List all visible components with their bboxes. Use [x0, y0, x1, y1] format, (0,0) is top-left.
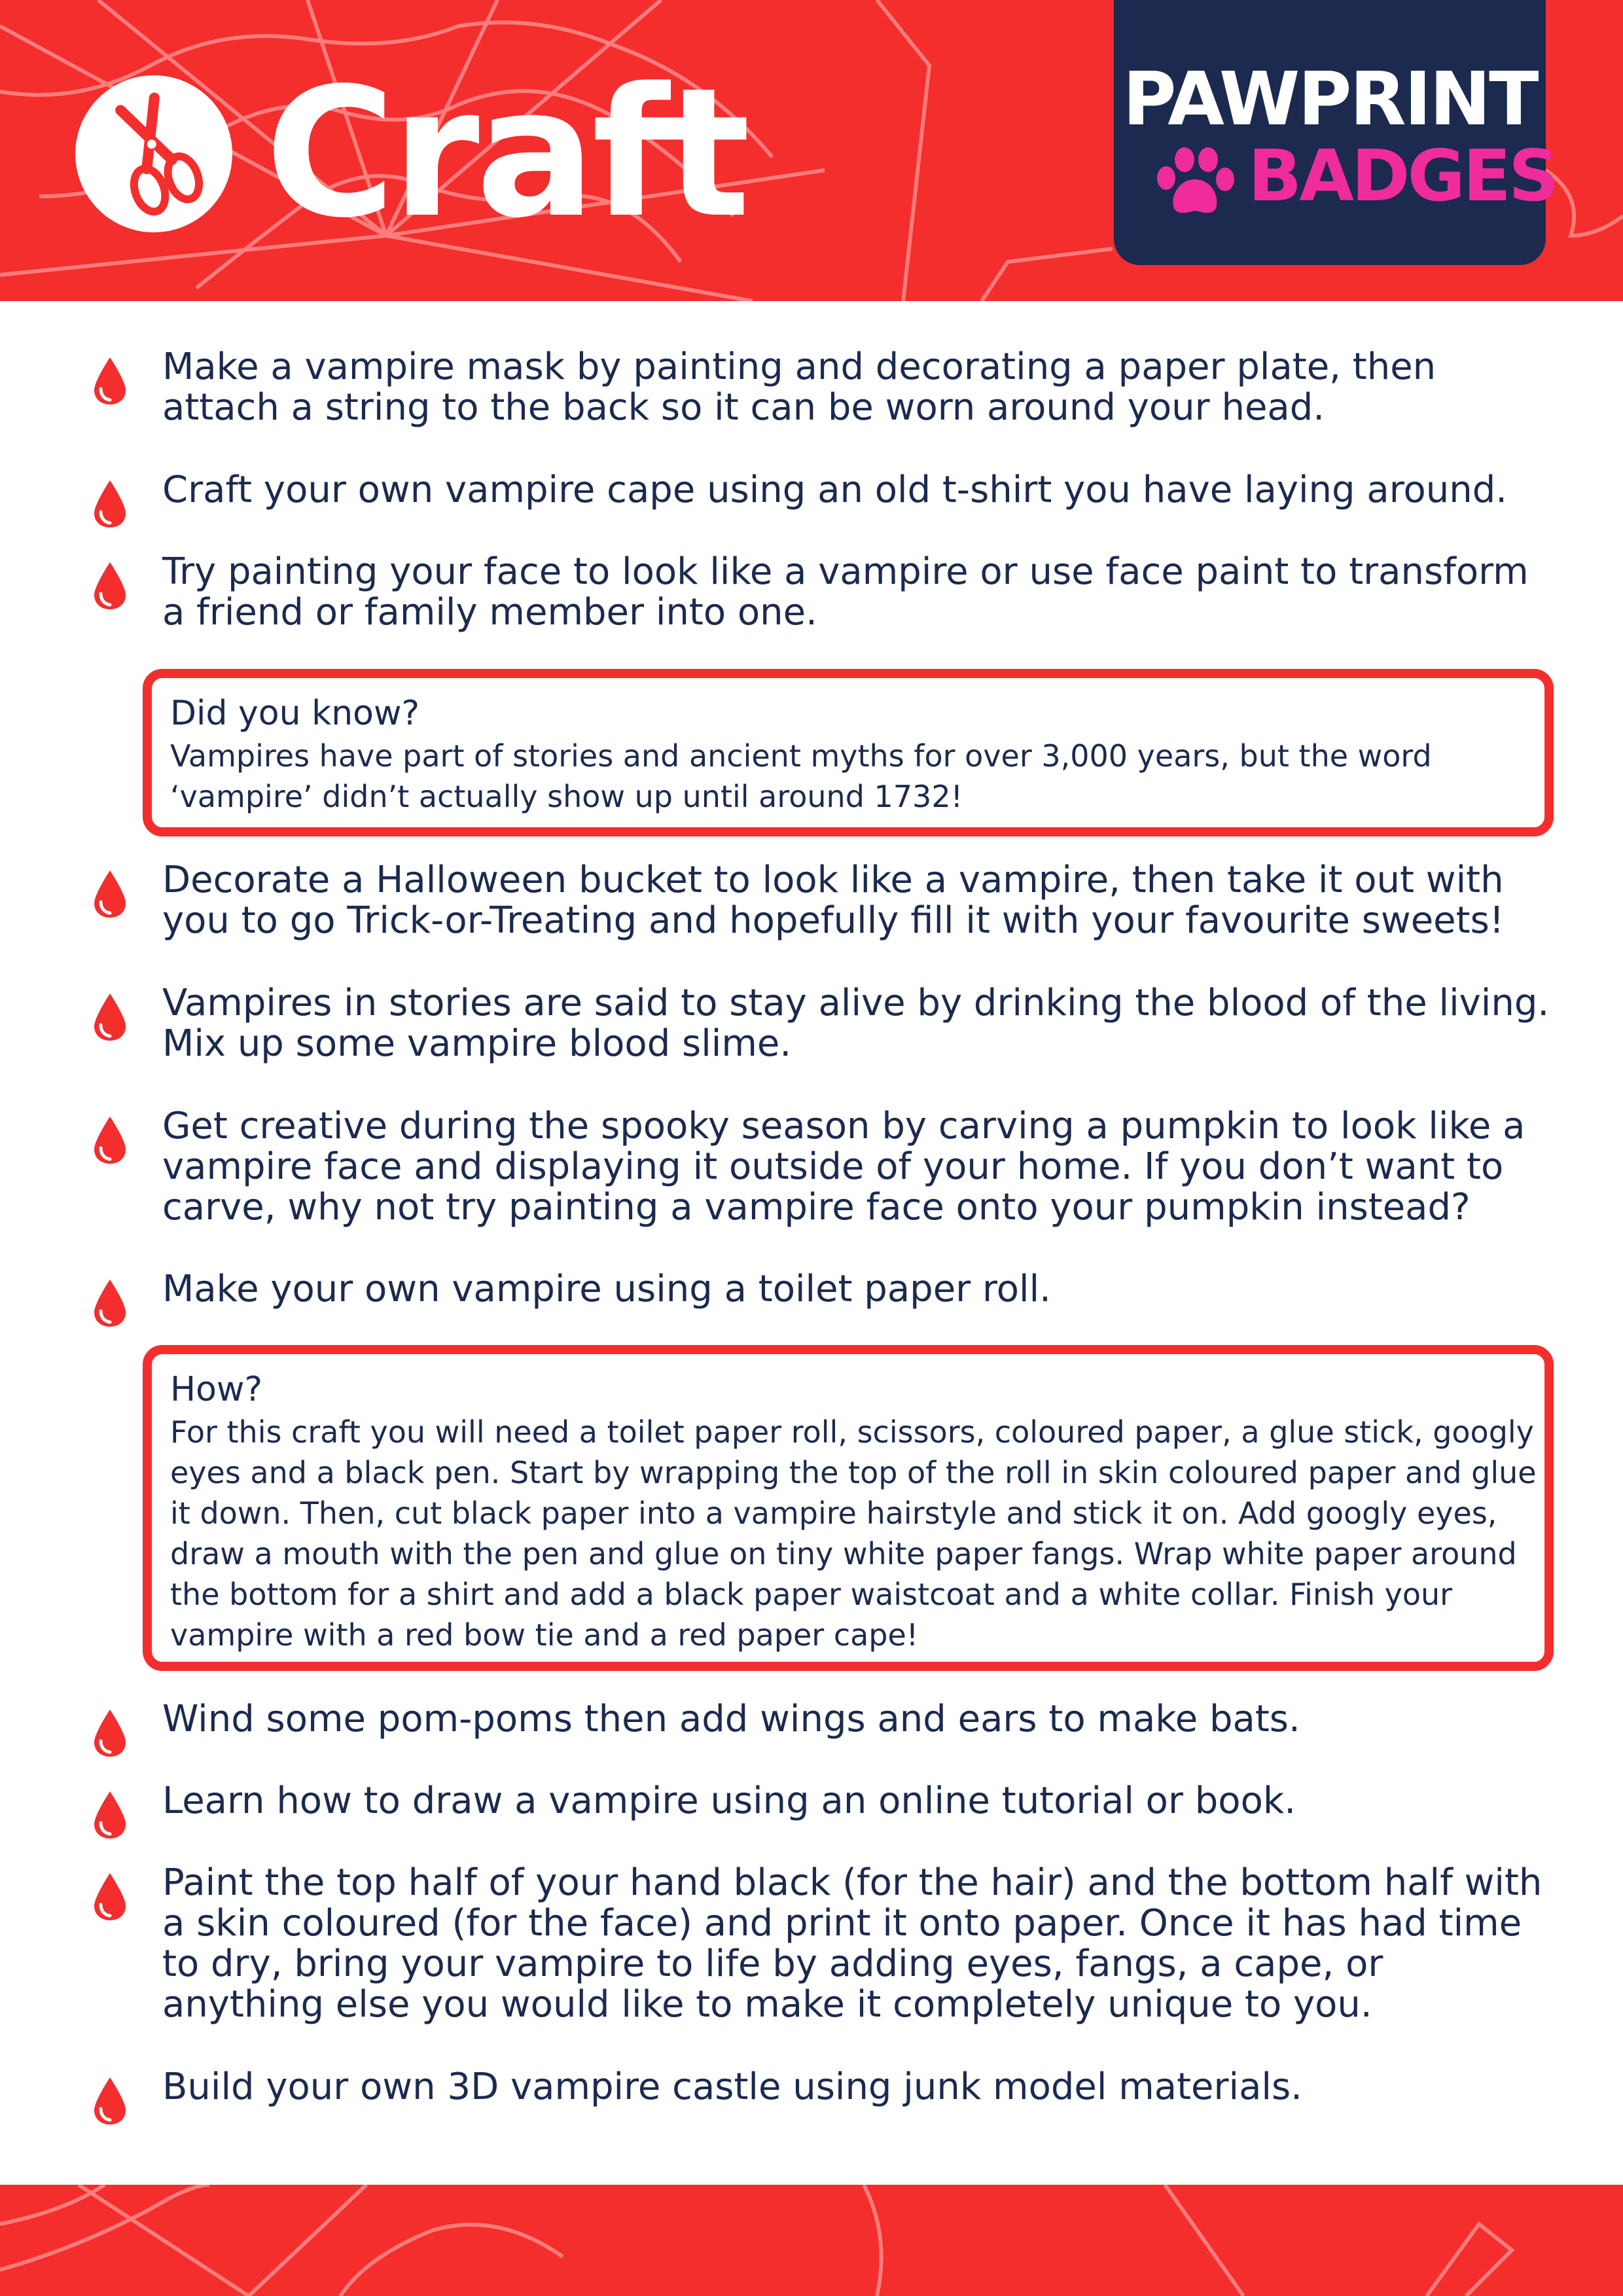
- blood-drop-icon: [92, 869, 128, 919]
- blood-drop-icon: [92, 1278, 128, 1328]
- item-text: Make your own vampire using a toilet paper roll.: [162, 1268, 1051, 1310]
- blood-drop-icon: [92, 479, 128, 529]
- footer-banner: [0, 2185, 1623, 2296]
- blood-drop-icon: [92, 992, 128, 1042]
- box-title: Did you know?: [170, 694, 420, 733]
- blood-drop-icon: [92, 1790, 128, 1840]
- box-body: Vampires have part of stories and ancient myths for over 3,000 years, but the word ‘vampire’ didn’t actually show up until around 1732!: [170, 738, 1432, 814]
- item-text: Vampires in stories are said to stay alive by drinking the blood of the living. Mix up some vampire blood slime.: [162, 982, 1550, 1065]
- blood-drop-icon: [92, 1708, 128, 1758]
- box-body: For this craft you will need a toilet paper roll, scissors, coloured paper, a glue stick, googly eyes and a black pen. Start by wrapping the top of the roll in skin coloured paper and glue it down. Then, cut black paper into a vampire hairstyle and stick it on. Add googly eyes, draw a mouth with the pen and glue on tiny white paper fangs. Wrap white paper around the bottom for a shirt and add a black paper waistcoat and a white collar. Finish your vampire with a red bow tie and a red paper cape!: [170, 1414, 1537, 1653]
- item-text: Try painting your face to look like a vampire or use face paint to transform a friend or family member into one.: [162, 550, 1529, 634]
- header-banner: [0, 0, 1623, 301]
- logo-text-badges: BADGES: [1248, 135, 1557, 217]
- item-text: Craft your own vampire cape using an old t-shirt you have laying around.: [162, 469, 1508, 511]
- box-title: How?: [170, 1370, 263, 1409]
- spiderweb-decoration: [0, 2185, 1623, 2296]
- blood-drop-icon: [92, 356, 128, 406]
- item-text: Wind some pom-poms then add wings and ears to make bats.: [162, 1698, 1300, 1740]
- item-text: Make a vampire mask by painting and decorating a paper plate, then attach a string to the back so it can be worn around your head.: [162, 346, 1436, 429]
- did-you-know-box: [143, 669, 1554, 836]
- paw-icon: [1152, 145, 1237, 217]
- item-text: Build your own 3D vampire castle using junk model materials.: [162, 2066, 1302, 2108]
- item-text: Paint the top half of your hand black (for the hair) and the bottom half with a skin coloured (for the face) and print it onto paper. Once it has had time to dry, bring your vampire to life by adding eyes, fangs, a cape, or anything else you would like to make it completely unique to you.: [162, 1861, 1543, 2026]
- blood-drop-icon: [92, 2076, 128, 2126]
- page-title: Craft: [265, 50, 747, 257]
- item-text: Learn how to draw a vampire using an online tutorial or book.: [162, 1780, 1296, 1822]
- how-box: [143, 1345, 1554, 1671]
- logo-text-pawprint: PAWPRINT: [1122, 57, 1537, 142]
- blood-drop-icon: [92, 561, 128, 611]
- blood-drop-icon: [92, 1115, 128, 1165]
- pawprint-badges-logo: [1114, 0, 1557, 265]
- item-text: Get creative during the spooky season by carving a pumpkin to look like a vampire face and displaying it outside of your home. If you don’t want to carve, why not try painting a vampire face onto your pumpkin instead?: [162, 1105, 1525, 1229]
- blood-drop-icon: [92, 1872, 128, 1922]
- item-text: Decorate a Halloween bucket to look like a vampire, then take it out with you to go Trick-or-Treating and hopefully fill it with your favourite sweets!: [162, 859, 1505, 942]
- scissors-icon: [75, 75, 232, 232]
